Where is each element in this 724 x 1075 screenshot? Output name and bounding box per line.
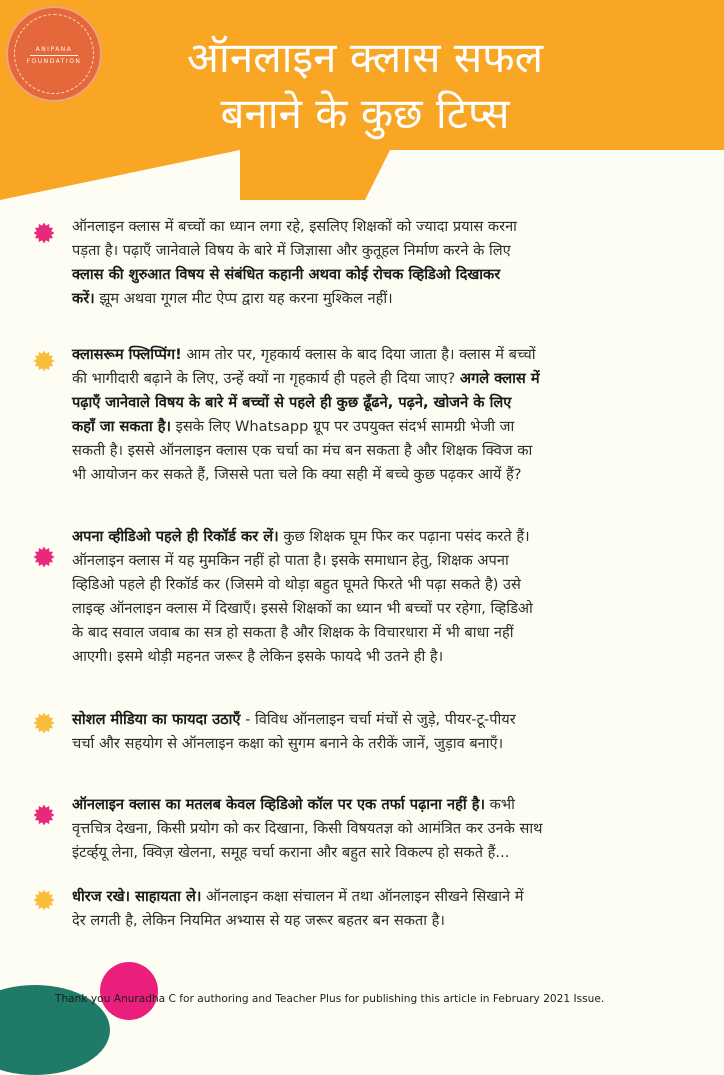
- tip-line: वृत्तचित्र देखना, किसी प्रयोग को कर दिखाना, किसी विषयतज्ञ को आमंत्रित कर उनके साथ: [72, 820, 543, 837]
- tip-emphasis: ऑनलाइन क्लास का मतलब केवल व्हिडिओ कॉल पर एक तर्फा पढ़ाना नहीं है।: [72, 796, 486, 813]
- flower-bullet-icon: [33, 222, 55, 244]
- tip-emphasis: धीरज रखे। साहायता ले।: [72, 888, 202, 905]
- flower-bullet-icon: [33, 350, 55, 372]
- title-line-1: ऑनलाइन क्लास सफल: [186, 33, 544, 82]
- tip-line: करें। झूम अथवा गूगल मीट ऐप्प द्वारा यह करना मुश्किल नहीं।: [72, 290, 393, 307]
- tip-line: चर्चा और सहयोग से ऑनलाइन कक्षा को सुगम बनाने के तरीकें जानें, जुड़ाव बनाएँ।: [72, 735, 504, 752]
- logo-bottom-text: FOUNDATION: [26, 58, 82, 65]
- tip-line: अपना व्हीडिओ पहले ही रिकॉर्ड कर लें। कुछ शिक्षक घूम फिर कर पढ़ाना पसंद करते हैं।: [72, 528, 530, 545]
- flower-bullet-icon: [33, 804, 55, 826]
- tip-line: व्हिडिओ पहले ही रिकॉर्ड कर (जिसमे वो थोड़ा बहुत घूमते फिरते भी पढ़ा सकते है) उसे: [72, 576, 521, 593]
- tip-emphasis: करें।: [72, 290, 95, 307]
- title-line-2: बनाने के कुछ टिप्स: [220, 89, 510, 138]
- tip-emphasis: पढ़ाएँ जानेवाले विषय के बारे में बच्चों से पहले ही कुछ ढूँढने, पढ़ने, खोजने के लिए: [72, 394, 512, 411]
- tip-line: के बाद सवाल जवाब का सत्र हो सकता है और शिक्षक के विचारधारा में भी बाधा नहीं: [72, 624, 514, 641]
- logo-divider: [30, 55, 78, 56]
- tip-line: इंटर्व्हयू लेना, क्विज़ खेलना, समूह चर्चा कराना और बहुत सारे विकल्प हो सकते हैं...: [72, 844, 510, 861]
- tip-emphasis: क्लासरूम फ्लिप्पिंग!: [72, 346, 182, 363]
- tip-line: क्लासरूम फ्लिप्पिंग! आम तोर पर, गृहकार्य क्लास के बाद दिया जाता है। क्लास में बच्चों: [72, 346, 536, 363]
- tip-line: [72, 263, 672, 287]
- tip-line: लाइव्ह ऑनलाइन क्लास में दिखाएँ। इससे शिक्षकों का ध्यान भी बच्चों पर रहेगा, व्हिडिओ: [72, 600, 533, 617]
- flower-bullet-icon: [33, 712, 55, 734]
- tip-line: भी आयोजन कर सकते हैं, जिससे पता चले कि क्या सही में बच्चे कुछ पढ़कर आयें हैं?: [72, 466, 522, 483]
- tip-line: ऑनलाइन क्लास का मतलब केवल व्हिडिओ कॉल पर एक तर्फा पढ़ाना नहीं है। कभी: [72, 796, 515, 813]
- tip-line: सोशल मीडिया का फायदा उठाएँ - विविध ऑनलाइन चर्चा मंचों से जुड़े, पीयर-टू-पीयर: [72, 711, 516, 728]
- tip-emphasis: कहाँ जा सकता है।: [72, 418, 172, 435]
- flower-bullet-icon: [33, 889, 55, 911]
- tip-line: कहाँ जा सकता है। इसके लिए Whatsapp ग्रूप पर उपयुक्त संदर्भ सामग्री भेजी जा: [72, 418, 515, 435]
- logo-ring: [14, 14, 94, 94]
- tip-line: की भागीदारी बढ़ाने के लिए, उन्हें क्यों ना गृहकार्य ही पहले ही दिया जाए? अगले क्लास में: [72, 370, 540, 387]
- tip-text: [72, 793, 672, 865]
- flower-bullet-icon: [33, 546, 55, 568]
- foundation-logo: [6, 6, 102, 102]
- tip-emphasis: सोशल मीडिया का फायदा उठाएँ: [72, 711, 241, 728]
- tip-line: ऑनलाइन क्लास में यह मुमकिन नहीं हो पाता है। इसके समाधान हेतु, शिक्षक अपना: [72, 552, 509, 569]
- logo-top-text: ANIPANA: [35, 46, 73, 53]
- tip-emphasis: अगले क्लास में: [459, 370, 540, 387]
- tip-text: [72, 525, 672, 669]
- tip-text: [72, 343, 672, 487]
- tip-line: धीरज रखे। साहायता ले। ऑनलाइन कक्षा संचालन में तथा ऑनलाइन सीखने सिखाने में: [72, 888, 524, 905]
- tip-line: [72, 391, 672, 415]
- footer-credit: Thank you Anuradha C for authoring and Teacher Plus for publishing this article in February 2021 Issue.: [55, 993, 605, 1005]
- tip-emphasis: क्लास की शुरुआत विषय से संबंधित कहानी अथवा कोई रोचक व्हिडिओ दिखाकर: [72, 266, 501, 283]
- tip-emphasis: अपना व्हीडिओ पहले ही रिकॉर्ड कर लें।: [72, 528, 279, 545]
- tip-text: [72, 215, 672, 311]
- page-title: [110, 30, 620, 142]
- tip-line: पड़ता है। पढ़ाएँ जानेवाले विषय के बारे में जिज्ञासा और कुतूहल निर्माण करने के लिए: [72, 242, 511, 259]
- tip-line: आएगी। इसमे थोड़ी महनत जरूर है लेकिन इसके फायदे भी उतने ही है।: [72, 648, 444, 665]
- tip-line: ऑनलाइन क्लास में बच्चों का ध्यान लगा रहे, इसलिए शिक्षकों को ज्यादा प्रयास करना: [72, 218, 517, 235]
- decorative-pink-circle: [100, 962, 158, 1020]
- tip-line: सकती है। इससे ऑनलाइन क्लास एक चर्चा का मंच बन सकता है और शिक्षक क्विज का: [72, 442, 533, 459]
- tip-text: [72, 885, 672, 933]
- tip-line: देर लगती है, लेकिन नियमित अभ्यास से यह जरूर बहतर बन सकता है।: [72, 912, 445, 929]
- tip-text: [72, 708, 672, 756]
